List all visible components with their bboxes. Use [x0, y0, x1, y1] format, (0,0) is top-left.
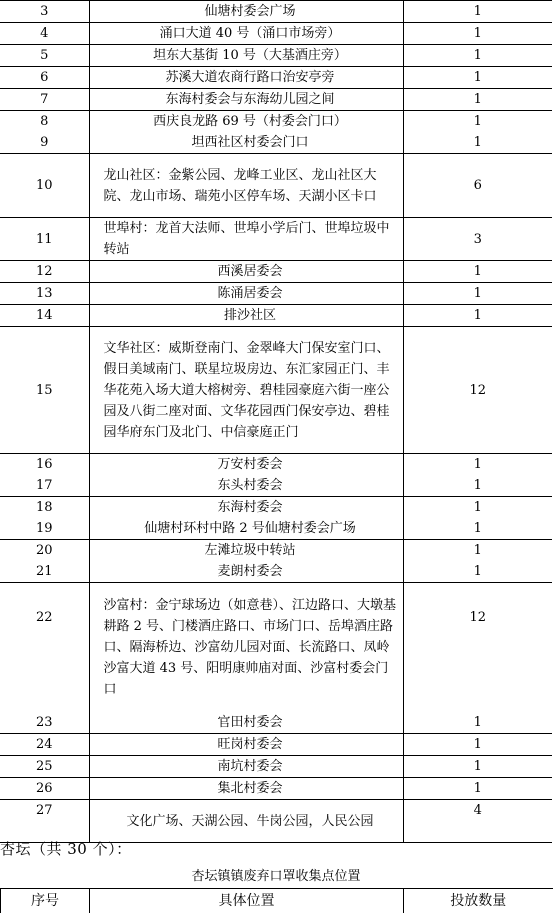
- row-location: 沙富村：金宁球场边（如意巷）、江边路口、大墩基耕路 2 号、门楼酒庄路口、市场门口、岳埠酒庄路口、隔海桥边、沙富幼儿园对面、长流路口、凤岭沙富大道 43 号、阳明康帅庙对面、沙富村委会门口: [89, 583, 403, 713]
- row-number: 19: [0, 518, 89, 540]
- row-count: 1: [403, 756, 552, 778]
- row-count: 1: [403, 1, 552, 23]
- row-count: 1: [403, 261, 552, 283]
- row-location: 仙塘村环村中路 2 号仙塘村委会广场: [89, 518, 403, 540]
- row-location: 文华社区：威斯登南门、金翠峰大门保安室门口、假日美域南门、联星垃圾房边、东汇家园正门、丰华花苑入场大道大榕树旁、碧桂园豪庭六街一座公园及八街二座对面、文华花园西门保安亭边、碧桂园华府东门及北门、中信豪庭正门: [89, 327, 403, 454]
- row-location: 世埠村：龙首大法师、世埠小学后门、世埠垃圾中转站: [89, 218, 403, 261]
- row-number: 22: [0, 583, 89, 713]
- row-count: 6: [403, 154, 552, 218]
- row-number: 8: [0, 111, 89, 133]
- row-location: 万安村委会: [89, 454, 403, 476]
- table-row: [0, 305, 552, 327]
- row-count: 1: [403, 67, 552, 89]
- row-count: 1: [403, 518, 552, 540]
- table-row: [0, 518, 552, 540]
- row-number: 16: [0, 454, 89, 476]
- row-number: 11: [0, 218, 89, 261]
- row-location: 龙山社区：金紫公园、龙峰工业区、龙山社区大院、龙山市场、瑞苑小区停车场、天湖小区卡口: [89, 154, 403, 218]
- row-location: 东头村委会: [89, 475, 403, 497]
- row-location: 文化广场、天湖公园、牛岗公园，人民公园: [89, 800, 403, 843]
- table-row: [0, 218, 552, 261]
- row-count: 1: [403, 778, 552, 800]
- table-row: [0, 454, 552, 476]
- row-location: 官田村委会: [89, 712, 403, 734]
- table-row: [0, 734, 552, 756]
- row-location: 陈涌居委会: [89, 283, 403, 305]
- section-heading: 杏坛（共 30 个）：: [0, 838, 132, 860]
- table-row: [0, 475, 552, 497]
- row-count: 1: [403, 45, 552, 67]
- row-location: 苏溪大道农商行路口治安亭旁: [89, 67, 403, 89]
- table-row: [0, 283, 552, 305]
- row-location: 西庆良龙路 69 号（村委会门口）: [89, 111, 403, 133]
- table-row: [0, 497, 552, 519]
- row-number: 21: [0, 561, 89, 583]
- row-number: 4: [0, 23, 89, 45]
- row-count: 12: [403, 327, 552, 454]
- row-count: 1: [403, 540, 552, 562]
- header-no: 序号: [1, 889, 90, 913]
- row-number: 14: [0, 305, 89, 327]
- table-row: [0, 778, 552, 800]
- header-row: [1, 889, 553, 913]
- row-number: 25: [0, 756, 89, 778]
- table-row: [0, 712, 552, 734]
- row-count: 1: [403, 89, 552, 111]
- row-location: 排沙社区: [89, 305, 403, 327]
- row-number: 7: [0, 89, 89, 111]
- row-number: 23: [0, 712, 89, 734]
- row-count: 1: [403, 497, 552, 519]
- row-count: 1: [403, 734, 552, 756]
- table-row: [0, 45, 552, 67]
- table-row: [0, 89, 552, 111]
- header-location: 具体位置: [90, 889, 404, 913]
- row-location: 西溪居委会: [89, 261, 403, 283]
- row-number: 9: [0, 132, 89, 154]
- row-count: 1: [403, 712, 552, 734]
- table-row: [0, 67, 552, 89]
- row-number: 5: [0, 45, 89, 67]
- row-location: 坦东大基街 10 号（大基酒庄旁）: [89, 45, 403, 67]
- row-location: 左滩垃圾中转站: [89, 540, 403, 562]
- row-count: 4: [403, 800, 552, 843]
- table-row: [0, 23, 552, 45]
- row-location: 仙塘村委会广场: [89, 1, 403, 23]
- table-row: [0, 1, 552, 23]
- row-number: 24: [0, 734, 89, 756]
- row-count: 1: [403, 561, 552, 583]
- row-count: 1: [403, 475, 552, 497]
- table-caption: 杏坛镇镇废弃口罩收集点位置: [0, 866, 552, 888]
- row-location: 南坑村委会: [89, 756, 403, 778]
- row-number: 12: [0, 261, 89, 283]
- row-location: 集北村委会: [89, 778, 403, 800]
- row-number: 26: [0, 778, 89, 800]
- table-row: [0, 756, 552, 778]
- row-count: 1: [403, 454, 552, 476]
- table-row: [0, 154, 552, 218]
- table-row: [0, 583, 552, 713]
- row-number: 6: [0, 67, 89, 89]
- row-count: 1: [403, 305, 552, 327]
- row-count: 1: [403, 283, 552, 305]
- table-row: [0, 327, 552, 454]
- row-number: 17: [0, 475, 89, 497]
- header-count: 投放数量: [404, 889, 553, 913]
- row-number: 15: [0, 327, 89, 454]
- row-count: 3: [403, 218, 552, 261]
- row-number: 3: [0, 1, 89, 23]
- row-count: 1: [403, 23, 552, 45]
- row-count: 1: [403, 111, 552, 133]
- row-number: 13: [0, 283, 89, 305]
- table-row: [0, 540, 552, 562]
- table-row: [0, 800, 552, 843]
- row-location: 东海村委会与东海幼儿园之间: [89, 89, 403, 111]
- row-location: 东海村委会: [89, 497, 403, 519]
- table-row: [0, 561, 552, 583]
- row-location: 坦西社区村委会门口: [89, 132, 403, 154]
- table-row: [0, 261, 552, 283]
- table-row: [0, 132, 552, 154]
- row-number: 20: [0, 540, 89, 562]
- row-location: 涌口大道 40 号（涌口市场旁）: [89, 23, 403, 45]
- row-location: 麦朗村委会: [89, 561, 403, 583]
- row-location: 旺岗村委会: [89, 734, 403, 756]
- row-count: 12: [403, 583, 552, 713]
- row-count: 1: [403, 132, 552, 154]
- row-number: 18: [0, 497, 89, 519]
- xingtan-table-header: [0, 888, 553, 913]
- row-number: 10: [0, 154, 89, 218]
- table-row: [0, 111, 552, 133]
- row-number: 27: [0, 800, 89, 843]
